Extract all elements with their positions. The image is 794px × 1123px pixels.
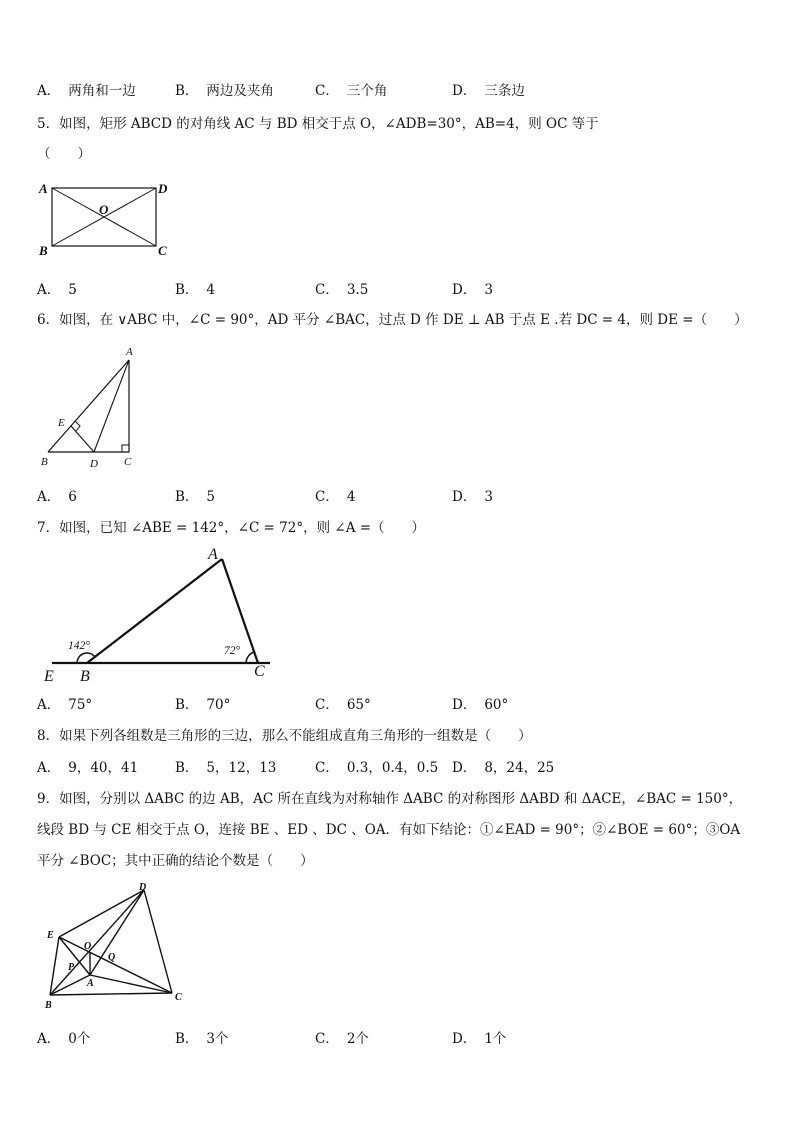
q7-label-e: E xyxy=(44,668,54,685)
q5-label-a: A xyxy=(39,181,48,196)
q5-option-c: C． 3.5 xyxy=(315,282,369,298)
q7-label-142: 142° xyxy=(68,640,90,652)
q5-label-d: D xyxy=(158,181,168,196)
q6-right-angle-e xyxy=(75,421,80,431)
q9-option-b: B． 3个 xyxy=(175,1031,229,1047)
q9-stem-line-3: 平分 ∠BOC；其中正确的结论个数是（ ） xyxy=(37,853,314,869)
q9-triangle-figure xyxy=(38,882,198,1012)
q7-option-c: C． 65° xyxy=(315,697,371,713)
q7-label-b: B xyxy=(80,668,90,685)
q6-option-c: C． 4 xyxy=(315,489,356,505)
q9-option-c: C． 2个 xyxy=(315,1031,369,1047)
q6-perpendicular-de xyxy=(71,426,94,452)
q9-label-p: P xyxy=(68,962,75,973)
q7-option-b: B． 70° xyxy=(175,697,231,713)
q9-segment-dc xyxy=(144,890,172,993)
q9-label-c: C xyxy=(175,992,182,1003)
q5-label-c: C xyxy=(158,243,167,258)
q8-option-c: C． 0.3，0.4，0.5 xyxy=(315,760,439,776)
q7-option-a: A． 75° xyxy=(37,697,93,713)
q7-stem: 7．如图，已知 ∠ABE = 142°，∠C = 72°，则 ∠A =（ ） xyxy=(37,520,426,536)
q5-option-a: A． 5 xyxy=(37,282,77,298)
q9-segment-ba xyxy=(50,975,90,995)
q8-option-a: A． 9，40，41 xyxy=(37,760,139,776)
q7-label-a: A xyxy=(208,546,218,563)
q9-segment-bc xyxy=(50,993,172,995)
q7-label-c: C xyxy=(254,663,265,680)
q9-label-q: Q xyxy=(108,952,116,963)
q9-option-a: A． 0个 xyxy=(37,1031,91,1047)
q9-segment-ed xyxy=(59,890,144,937)
q6-bisector-ad xyxy=(94,360,129,452)
q5-label-o: O xyxy=(99,202,109,217)
q6-label-b: B xyxy=(41,456,48,468)
q4-option-b: B． 两边及夹角 xyxy=(175,83,274,99)
q4-option-c: C． 三个角 xyxy=(315,83,388,99)
q5-option-b: B． 4 xyxy=(175,282,216,298)
q9-stem-line-1: 9．如图，分别以 ΔABC 的边 AB，AC 所在直线为对称轴作 ΔABC 的对称图形 ΔABD 和 ΔACE，∠BAC = 150°， xyxy=(37,791,743,807)
q7-label-72: 72° xyxy=(224,645,241,657)
q5-label-b: B xyxy=(39,243,48,258)
q7-option-d: D． 60° xyxy=(452,697,509,713)
q4-option-a: A． 两角和一边 xyxy=(37,83,136,99)
q6-stem: 6．如图，在 ∨ABC 中，∠C = 90°，AD 平分 ∠BAC，过点 D 作 DE ⊥ AB 于点 E .若 DC = 4，则 DE =（ ） xyxy=(37,312,748,328)
q9-label-a: A xyxy=(87,978,94,989)
q9-stem-line-2: 线段 BD 与 CE 相交于点 O，连接 BE 、ED 、DC 、OA．有如下结论：①∠EAD = 90°；②∠BOE = 60°；③OA xyxy=(37,822,741,838)
q6-side-ab xyxy=(48,360,129,452)
q5-answer-bracket: （ ） xyxy=(37,146,91,162)
q7-triangle-figure xyxy=(38,543,278,683)
q9-segment-ac xyxy=(90,975,172,993)
q6-option-d: D． 3 xyxy=(452,489,493,505)
q5-stem: 5．如图，矩形 ABCD 的对角线 AC 与 BD 相交于点 O，∠ADB=30°，AB=4，则 OC 等于 xyxy=(37,116,599,132)
q9-label-d: D xyxy=(139,882,147,893)
q6-label-a: A xyxy=(126,346,133,358)
q9-label-o: O xyxy=(84,941,92,952)
q9-segment-ad xyxy=(90,890,144,975)
q8-option-d: D． 8，24，25 xyxy=(452,760,555,776)
q9-option-d: D． 1个 xyxy=(452,1031,507,1047)
q7-angle-arc-c xyxy=(246,652,254,663)
q8-stem: 8．如果下列各组数是三角形的三边，那么不能组成直角三角形的一组数是（ ） xyxy=(37,728,532,744)
q8-option-b: B． 5，12，13 xyxy=(175,760,277,776)
q6-option-b: B． 5 xyxy=(175,489,216,505)
q6-label-d: D xyxy=(90,458,98,470)
q9-label-e: E xyxy=(47,930,54,941)
q6-option-a: A． 6 xyxy=(37,489,77,505)
q6-triangle-figure xyxy=(38,342,148,472)
q5-option-d: D． 3 xyxy=(452,282,493,298)
q5-rectangle-figure xyxy=(38,180,178,260)
q9-label-b: B xyxy=(45,1000,52,1011)
q6-label-e: E xyxy=(58,417,65,429)
q6-label-c: C xyxy=(124,456,132,468)
q6-right-angle-c xyxy=(122,445,129,452)
q7-side-ba xyxy=(87,559,222,663)
q4-option-d: D． 三条边 xyxy=(452,83,525,99)
